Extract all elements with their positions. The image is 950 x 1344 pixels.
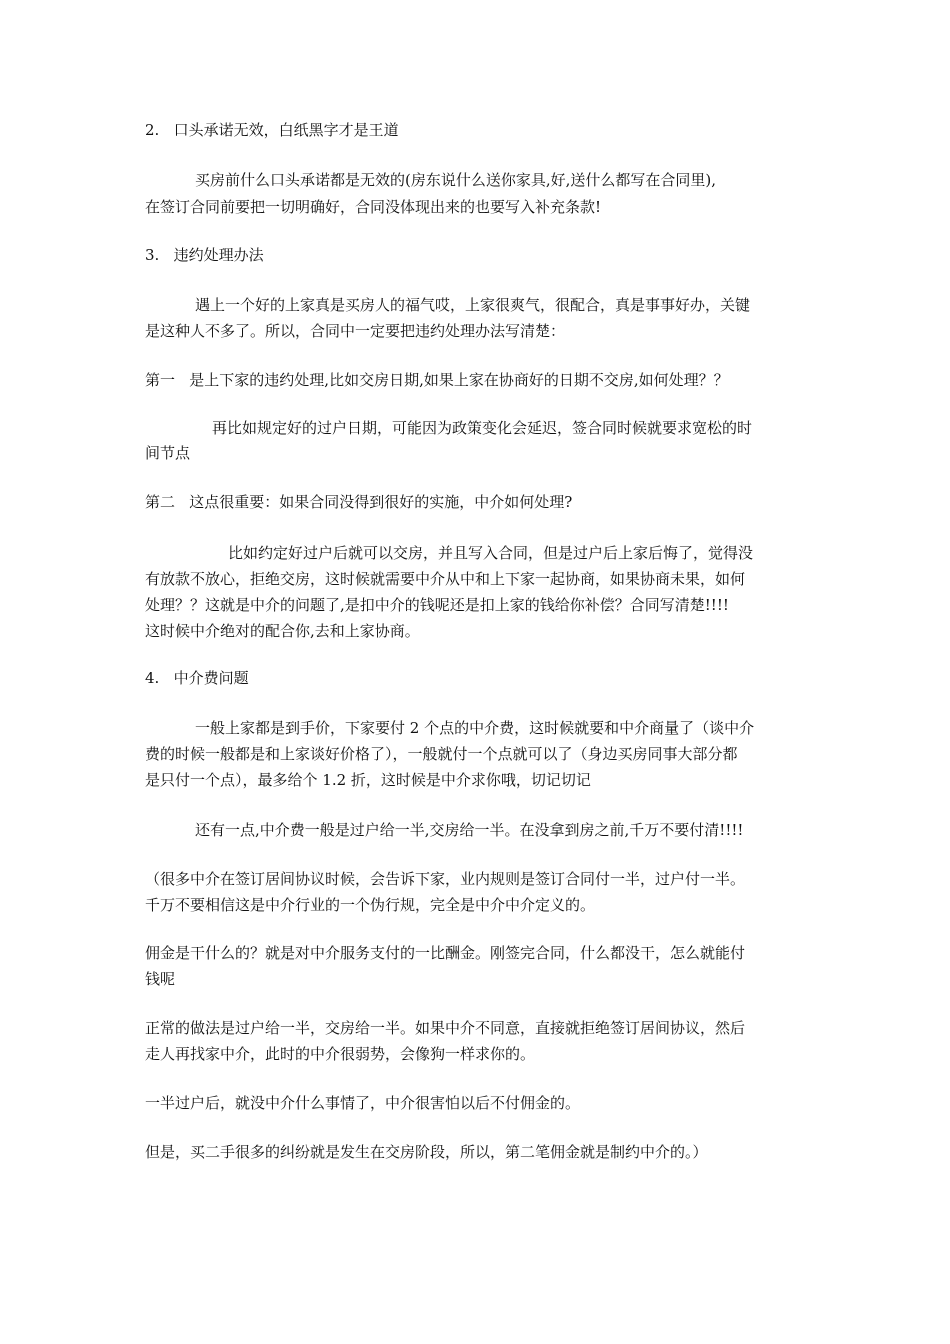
section-4-paragraph-1-line-3: 是只付一个点），最多给个 1.2 折，这时候是中介求你哦，切记切记	[145, 771, 591, 789]
commission-line-1: 佣金是干什么的？就是对中介服务支付的一比酬金。刚签完合同，什么都没干，怎么就能付	[145, 944, 746, 962]
section-3-heading: 3. 违约处理办法	[145, 246, 264, 264]
section-2-paragraph-line-1: 买房前什么口头承诺都是无效的(房东说什么送你家具,好,送什么都写在合同里),	[195, 171, 717, 189]
section-4-paragraph-2: 还有一点,中介费一般是过户给一半,交房给一半。在没拿到房之前,千万不要付清!!!!	[195, 821, 744, 839]
normal-practice-line-1: 正常的做法是过户给一半，交房给一半。如果中介不同意，直接就拒绝签订居间协议，然后	[145, 1019, 746, 1037]
section-4-heading: 4. 中介费问题	[145, 669, 249, 687]
after-transfer-line: 一半过户后，就没中介什么事情了，中介很害怕以后不付佣金的。	[145, 1094, 581, 1112]
second-point-line: 第二 这点很重要：如果合同没得到很好的实施，中介如何处理?	[145, 493, 573, 511]
section-3-intro-line-2: 是这种人不多了。所以，合同中一定要把违约处理办法写清楚：	[145, 322, 566, 340]
section-3-intro-line-1: 遇上一个好的上家真是买房人的福气哎，上家很爽气，很配合，真是事事好办，关键	[195, 296, 751, 314]
note-line-2: 千万不要相信这是中介行业的一个伪行规，完全是中介中介定义的。	[145, 896, 596, 914]
section-2-heading: 2. 口头承诺无效，白纸黑字才是王道	[145, 121, 399, 139]
first-point-detail-line-1: 再比如规定好的过户日期，可能因为政策变化会延迟，签合同时候就要求宽松的时	[212, 419, 753, 437]
commission-line-2: 钱呢	[145, 970, 176, 988]
first-point-detail-line-2: 间节点	[145, 444, 191, 462]
second-point-detail-line-1: 比如约定好过户后就可以交房，并且写入合同，但是过户后上家后悔了，觉得没	[228, 544, 754, 562]
section-2-paragraph-line-2: 在签订合同前要把一切明确好，合同没体现出来的也要写入补充条款!	[145, 198, 602, 216]
first-point-line: 第一 是上下家的违约处理,比如交房日期,如果上家在协商好的日期不交房,如何处理？？	[145, 371, 729, 389]
second-point-detail-line-2: 有放款不放心，拒绝交房，这时候就需要中介从中和上下家一起协商，如果协商未果，如何	[145, 570, 746, 588]
normal-practice-line-2: 走人再找家中介，此时的中介很弱势，会像狗一样求你的。	[145, 1045, 536, 1063]
second-point-detail-line-3: 处理？？这就是中介的问题了,是扣中介的钱呢还是扣上家的钱给你补偿？合同写清楚!!!!	[145, 596, 729, 614]
section-4-paragraph-1-line-2: 费的时候一般都是和上家谈好价格了），一般就付一个点就可以了（身边买房同事大部分都	[145, 745, 738, 763]
second-point-detail-line-4: 这时候中介绝对的配合你,去和上家协商。	[145, 622, 420, 640]
section-4-paragraph-1-line-1: 一般上家都是到手价，下家要付 2 个点的中介费，这时候就要和中介商量了（谈中介	[195, 719, 755, 737]
note-line-1: （很多中介在签订居间协议时候，会告诉下家，业内规则是签订合同付一半，过户付一半。	[145, 870, 746, 888]
closing-line: 但是，买二手很多的纠纷就是发生在交房阶段，所以，第二笔佣金就是制约中介的。）	[145, 1143, 708, 1161]
